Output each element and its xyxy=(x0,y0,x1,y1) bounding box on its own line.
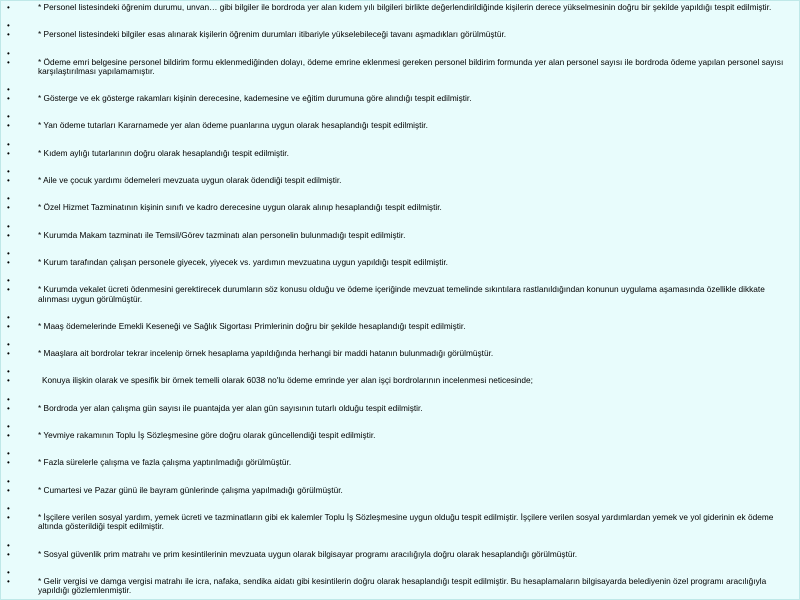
list-item: • * Yan ödeme tutarları Kararnamede yer alan ödeme puanlarına uygun olarak hesaplandığı tespit edilmiştir. xyxy=(1,121,789,130)
list-item: • * Maaşlara ait bordrolar tekrar incelenip örnek hesaplama yapıldığında herhangi bir maddi hatanın bulunmadığı görülmüştür. xyxy=(1,349,789,358)
list-item: • * Cumartesi ve Pazar günü ile bayram günlerinde çalışma yapılmadığı görülmüştür. xyxy=(1,486,789,495)
list-item: • * Fazla sürelerle çalışma ve fazla çalışma yaptırılmadığı görülmüştür. xyxy=(1,458,789,467)
list-item: • * Personel listesindeki bilgiler esas alınarak kişilerin öğrenim durumları itibariyle yükselebileceği tavanı aşmadıkları görülmüştür. xyxy=(1,30,789,39)
list-item: • * Kurum tarafından çalışan personele giyecek, yiyecek vs. yardımın mevzuatına uygun yapıldığı tespit edilmiştir. xyxy=(1,258,789,267)
list-item: • * Gösterge ve ek gösterge rakamları kişinin derecesine, kademesine ve eğitim durumuna göre alındığı tespit edilmiştir. xyxy=(1,94,789,103)
list-item: • * Ödeme emri belgesine personel bildirim formu eklenmediğinden dolayı, ödeme emrine eklenmesi gereken personel bildirim formunda yer alan personel sayısı ile bordroda ödeme yapılan personel sayısı karşılaştırılması yapılamamıştır. xyxy=(1,58,789,77)
list-item: • * Özel Hizmet Tazminatının kişinin sınıfı ve kadro derecesine uygun olarak alınıp hesaplandığı tespit edilmiştir. xyxy=(1,203,789,212)
list-item: • * Yevmiye rakamının Toplu İş Sözleşmesine göre doğru olarak güncellendiği tespit edilmiştir. xyxy=(1,431,789,440)
list-item: • * Bordroda yer alan çalışma gün sayısı ile puantajda yer alan gün sayısının tutarlı olduğu tespit edilmiştir. xyxy=(1,404,789,413)
list-item: • * Personel listesindeki öğrenim durumu, unvan… gibi bilgiler ile bordroda yer alan kıdem yılı bilgileri birlikte değerlendirildiğinde kişilerin derece yükselmesinin doğru bir şekilde yapıldığı tespit edilmiştir. xyxy=(1,3,789,12)
list-item-intro: • Konuya ilişkin olarak ve spesifik bir örnek temelli olarak 6038 no'lu ödeme emrinde yer alan işçi bordrolarının incelenmesi neticesinde; xyxy=(1,376,789,385)
list-item: • * Maaş ödemelerinde Emekli Keseneği ve Sağlık Sigortası Primlerinin doğru bir şekilde hesaplandığı tespit edilmiştir. xyxy=(1,322,789,331)
findings-list xyxy=(1,1,799,600)
list-item: • * Kurumda vekalet ücreti ödenmesini gerektirecek durumların söz konusu olduğu ve ödeme içeriğinde mevzuat temelinde sıkıntılara rastlanıldığından konunun uygulama aşamasında özellikle dikkate alınması uygun görülmüştür. xyxy=(1,285,789,304)
list-item: • * İşçilere verilen sosyal yardım, yemek ücreti ve tazminatların gibi ek kalemler Toplu İş Sözleşmesine uygun olduğu tespit edilmiştir. İşçilere verilen sosyal yardımlardan yemek ve yol giderinin ek ödeme altında gösterildiği tespit edilmiştir. xyxy=(1,513,789,532)
list-item: • * Kıdem aylığı tutarlarının doğru olarak hesaplandığı tespit edilmiştir. xyxy=(1,149,789,158)
list-item: • * Sosyal güvenlik prim matrahı ve prim kesintilerinin mevzuata uygun olarak bilgisayar programı aracılığıyla doğru olarak hesaplandığı görülmüştür. xyxy=(1,550,789,559)
list-item: • * Aile ve çocuk yardımı ödemeleri mevzuata uygun olarak ödendiği tespit edilmiştir. xyxy=(1,176,789,185)
list-item: • * Gelir vergisi ve damga vergisi matrahı ile icra, nafaka, sendika aidatı gibi kesintilerin doğru olarak hesaplandığı tespit edilmiştir. Bu hesaplamaların bilgisayarda belediyenin özel programı aracılığıyla yapıldığı gözlemlenmiştir. xyxy=(1,577,789,596)
list-item: • * Kurumda Makam tazminatı ile Temsil/Görev tazminatı alan personelin bulunmadığı tespit edilmiştir. xyxy=(1,231,789,240)
